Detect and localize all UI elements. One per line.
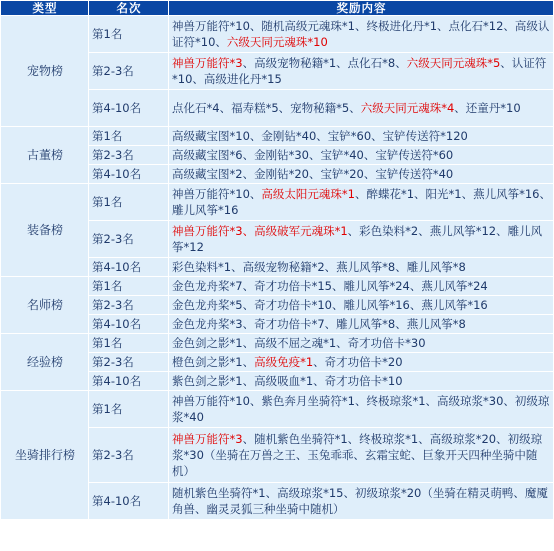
rank-cell: 第4-10名 bbox=[89, 315, 169, 334]
reward-cell bbox=[169, 391, 554, 428]
reward-cell bbox=[169, 146, 554, 165]
rank-cell: 第1名 bbox=[89, 127, 169, 146]
header-type: 类型 bbox=[1, 1, 89, 16]
reward-text: 高级藏宝图*10、金刚钻*40、宝铲*60、宝铲传送符*120 bbox=[172, 129, 468, 143]
rank-cell: 第1名 bbox=[89, 277, 169, 296]
category-cell: 宠物榜 bbox=[1, 16, 89, 127]
table-row bbox=[1, 277, 554, 296]
reward-cell bbox=[169, 127, 554, 146]
reward-text: 、认证符*10、高级进化丹*15 bbox=[172, 56, 547, 86]
reward-text: 金色龙舟桨*7、奇才功倍卡*15、雕儿风筝*24、燕儿风筝*24 bbox=[172, 279, 488, 293]
reward-text: 点化石*4、福寿糕*5、宠物秘籍*5、 bbox=[172, 101, 361, 115]
reward-text: 、还童丹*10 bbox=[454, 101, 521, 115]
rank-cell: 第1名 bbox=[89, 334, 169, 353]
reward-cell bbox=[169, 258, 554, 277]
reward-cell bbox=[169, 334, 554, 353]
reward-cell bbox=[169, 221, 554, 258]
category-cell: 坐骑排行榜 bbox=[1, 391, 89, 520]
highlight-reward-text: 六级天同元魂珠*4 bbox=[360, 101, 455, 115]
reward-cell bbox=[169, 184, 554, 221]
reward-text: 随机紫色坐骑符*1、高级琼浆*15、初级琼浆*20（坐骑在精灵萌鸭、魔魇角兽、幽灵灵狐三种坐骑中随机） bbox=[172, 486, 548, 516]
reward-cell bbox=[169, 483, 554, 520]
reward-text: 、奇才功倍卡*20 bbox=[313, 355, 403, 369]
rank-cell: 第2-3名 bbox=[89, 221, 169, 258]
rank-cell: 第2-3名 bbox=[89, 296, 169, 315]
header-row bbox=[1, 1, 554, 16]
category-cell: 古董榜 bbox=[1, 127, 89, 184]
reward-text: 金色龙舟桨*3、奇才功倍卡*7、雕儿风筝*8、燕儿风筝*8 bbox=[172, 317, 466, 331]
rank-cell: 第2-3名 bbox=[89, 53, 169, 90]
reward-text: 、随机紫色坐骑符*1、终极琼浆*1、高级琼浆*20、初级琼浆*30（坐骑在万兽之王、玉兔乖乖、玄霜宝蛇、巨象开天四种坐骑中随机） bbox=[172, 432, 543, 478]
header-rank: 名次 bbox=[89, 1, 169, 16]
reward-text: 金色龙舟桨*5、奇才功倍卡*10、雕儿风筝*16、燕儿风筝*16 bbox=[172, 298, 488, 312]
reward-cell bbox=[169, 372, 554, 391]
reward-text: 高级藏宝图*2、金刚钻*20、宝铲*20、宝铲传送符*40 bbox=[172, 167, 454, 181]
table-row bbox=[1, 334, 554, 353]
table-row bbox=[1, 16, 554, 53]
highlight-reward-text: 六级天同元魂珠*5 bbox=[406, 56, 501, 70]
reward-text: 紫色剑之影*1、高级吸血*1、奇才功倍卡*10 bbox=[172, 374, 403, 388]
highlight-reward-text: 神兽万能符*3 bbox=[172, 432, 243, 446]
rank-cell: 第4-10名 bbox=[89, 90, 169, 127]
table-row bbox=[1, 391, 554, 428]
reward-cell bbox=[169, 165, 554, 184]
reward-text: 高级藏宝图*6、金刚钻*30、宝铲*40、宝铲传送符*60 bbox=[172, 148, 454, 162]
reward-table-body bbox=[1, 16, 554, 520]
reward-text: 、醉蝶花*1、阳光*1、燕儿风筝*16、雕儿风筝*16 bbox=[172, 187, 551, 217]
reward-cell bbox=[169, 90, 554, 127]
rank-cell: 第2-3名 bbox=[89, 146, 169, 165]
rank-cell: 第4-10名 bbox=[89, 372, 169, 391]
highlight-reward-text: 神兽万能符*3、高级破军元魂珠*1 bbox=[172, 224, 348, 238]
reward-text: 、高级宠物秘籍*1、点化石*8、 bbox=[242, 56, 407, 70]
table-row bbox=[1, 184, 554, 221]
reward-cell bbox=[169, 16, 554, 53]
rank-cell: 第2-3名 bbox=[89, 428, 169, 483]
table-row bbox=[1, 127, 554, 146]
reward-text: 彩色染料*1、高级宠物秘籍*2、燕儿风筝*8、雕儿风筝*8 bbox=[172, 260, 466, 274]
rank-cell: 第1名 bbox=[89, 184, 169, 221]
reward-text: 橙色剑之影*1、 bbox=[172, 355, 255, 369]
reward-cell bbox=[169, 428, 554, 483]
reward-cell bbox=[169, 53, 554, 90]
category-cell: 装备榜 bbox=[1, 184, 89, 277]
header-reward: 奖励内容 bbox=[169, 1, 554, 16]
reward-text: 神兽万能符*10、随机高级元魂珠*1、终极进化丹*1、点化石*12、高级认证符*10、 bbox=[172, 19, 550, 49]
reward-text: 神兽万能符*10、紫色奔月坐骑符*1、终极琼浆*1、高级琼浆*30、初级琼浆*40 bbox=[172, 394, 550, 424]
reward-cell bbox=[169, 277, 554, 296]
reward-text: 、彩色染料*2、燕儿风筝*12、雕儿风筝*12 bbox=[172, 224, 543, 254]
rank-cell: 第4-10名 bbox=[89, 165, 169, 184]
category-cell: 经验榜 bbox=[1, 334, 89, 391]
highlight-reward-text: 六级天同元魂珠*10 bbox=[226, 35, 328, 49]
highlight-reward-text: 神兽万能符*3 bbox=[172, 56, 243, 70]
highlight-reward-text: 高级免疫*1 bbox=[254, 355, 314, 369]
rank-cell: 第4-10名 bbox=[89, 483, 169, 520]
reward-text: 金色剑之影*1、高级不屈之魂*1、奇才功倍卡*30 bbox=[172, 336, 426, 350]
rank-cell: 第1名 bbox=[89, 16, 169, 53]
reward-cell bbox=[169, 353, 554, 372]
reward-cell bbox=[169, 315, 554, 334]
reward-cell bbox=[169, 296, 554, 315]
highlight-reward-text: 高级太阳元魂珠*1 bbox=[261, 187, 355, 201]
reward-text: 神兽万能符*10、 bbox=[172, 187, 262, 201]
rank-cell: 第2-3名 bbox=[89, 353, 169, 372]
category-cell: 名师榜 bbox=[1, 277, 89, 334]
rank-cell: 第1名 bbox=[89, 391, 169, 428]
rank-cell: 第4-10名 bbox=[89, 258, 169, 277]
